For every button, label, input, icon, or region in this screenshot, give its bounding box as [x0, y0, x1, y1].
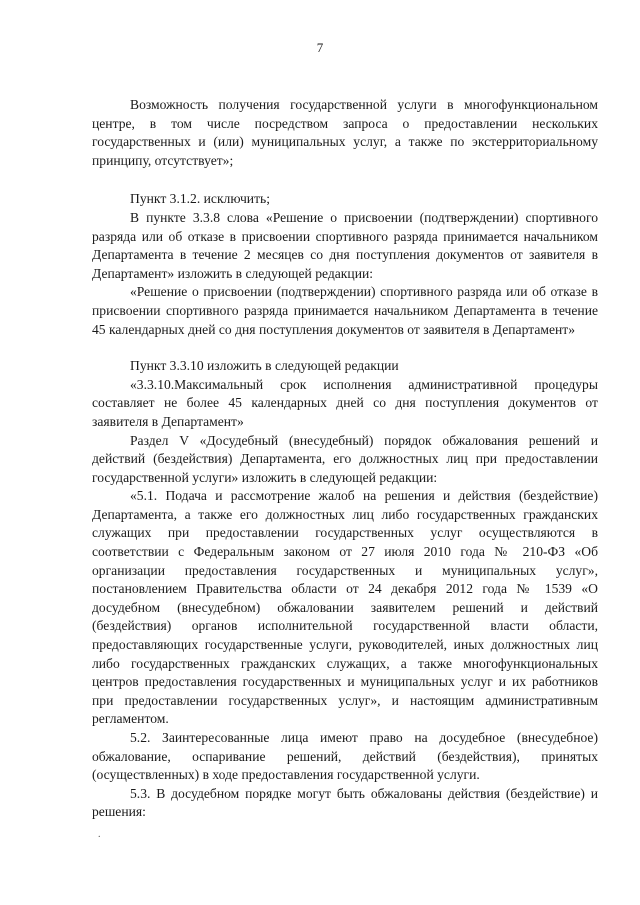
- paragraph-5-1: «5.1. Подача и рассмотрение жалоб на решения и действия (бездействие) Департамента, а также его должностных лиц либо государственных гражданских служащих при предоставлении государственных услуг осуществляются в соответствии с Федеральным законом от 27 июля 2010 года № 210-ФЗ «Об организации предоставления государственных и муниципальных услуг», постановлением Правительства области от 24 декабря 2012 года № 1539 «О досудебном (внесудебном) обжаловании заявителем решений и действий (бездействия) органов исполнительной государственной власти области, предоставляющих государственные услуги, руководителей, иных должностных лиц либо государственных гражданских служащих, а также многофункциональных центров предоставления государственных и муниципальных услуг и их работников при предоставлении государственных услуг», и настоящим административным регламентом.: [92, 488, 598, 727]
- paragraph-5-2: 5.2. Заинтересованные лица имеют право на досудебное (внесудебное) обжалование, оспаривание решений, действий (бездействия), принятых (осуществленных) в ходе предоставления государственной услуги.: [92, 730, 598, 783]
- paragraph-item-3-3-8: В пункте 3.3.8 слова «Решение о присвоении (подтверждении) спортивного разряда или об отказе в присвоении спортивного разряда принимается начальником Департамента в течение 2 месяцев со дня поступления документов от заявителя в Департамент» изложить в следующей редакции:: [92, 209, 598, 281]
- paragraph-item-3-3-8-new-text: «Решение о присвоении (подтверждении) спортивного разряда или об отказе в присвоении спортивного разряда принимается начальником Департамента в течение 45 календарных дней со дня поступления документов от заявителя в Департамент»: [92, 284, 598, 337]
- paragraph-item-3-1-2: Пункт 3.1.2. исключить;: [130, 191, 270, 207]
- paragraph-item-3-3-10-new-text: «3.3.10.Максимальный срок исполнения административной процедуры составляет не более 45 календарных дней со дня поступления документов от заявителя в Департамент»: [92, 376, 598, 429]
- paragraph-item-3-3-10: Пункт 3.3.10 изложить в следующей редакции: [130, 358, 399, 374]
- document-body: [92, 96, 598, 822]
- paragraph-section-v: Раздел V «Досудебный (внесудебный) порядок обжалования решений и действий (бездействия) Департамента, его должностных лиц при предоставлении государственной услуги» изложить в следующей редакции:: [92, 432, 598, 485]
- paragraph-mfc-availability: Возможность получения государственной услуги в многофункциональном центре, в том числе посредством запроса о предоставлении нескольких государственных и (или) муниципальных услуг, а также по экстерриториальному принципу, отсутствует»;: [92, 97, 598, 168]
- stray-dot-mark: .: [98, 829, 101, 840]
- paragraph-5-3: 5.3. В досудебном порядке могут быть обжалованы действия (бездействие) и решения:: [92, 785, 598, 820]
- page-number: 7: [316, 40, 324, 55]
